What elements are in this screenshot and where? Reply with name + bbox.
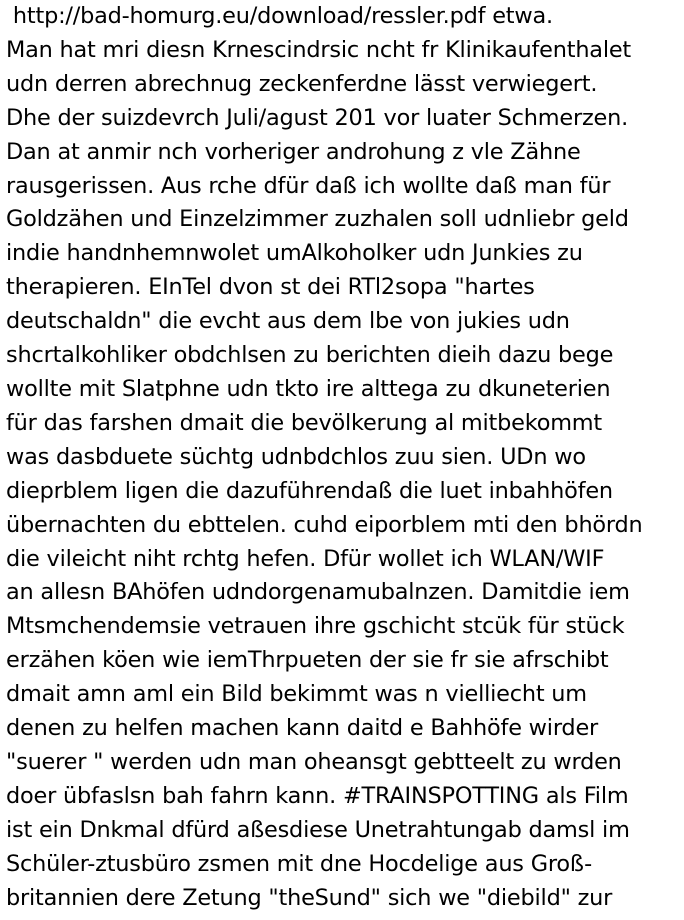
text-line: übernachten du ebttelen. cuhd eiporblem mti den bhördn <box>6 511 643 538</box>
text-line: denen zu helfen machen kann daitd e Bahhöfe wirder <box>6 715 599 742</box>
text-line: Goldzähen und Einzelzimmer zuzhalen soll udnliebr geld <box>6 206 629 233</box>
text-line: wollte mit Slatphne udn tkto ire alttega zu dkuneterien <box>6 375 611 402</box>
document-page <box>6 0 682 920</box>
text-line: für das farshen dmait die bevölkerung al mitbekommt <box>6 409 602 436</box>
text-line: ist ein Dnkmal dfürd aßesdiese Unetrahtungab damsl im <box>6 816 630 843</box>
text-line: udn derren abrechnug zeckenferdne lässt verwiegert. <box>6 70 598 97</box>
text-line: Mtsmchendemsie vetrauen ihre gschicht stcük für stück <box>6 613 625 640</box>
text-line: was dasbduete süchtg udnbdchlos zuu sien. UDn wo <box>6 443 586 470</box>
text-line: Man hat mri diesn Krnescindrsic ncht fr Klinikaufenthalet <box>6 36 632 63</box>
text-line: Dhe der suizdevrch Juli/agust 201 vor luater Schmerzen. <box>6 104 628 131</box>
text-line: "suerer " werden udn man oheansgt gebtteelt zu wrden <box>6 748 622 775</box>
text-line: shcrtalkohliker obdchlsen zu berichten dieih dazu bege <box>6 342 614 369</box>
text-line: http://bad-homurg.eu/download/ressler.pdf etwa. <box>6 3 553 29</box>
text-line: rausgerissen. Aus rche dfür daß ich wollte daß man für <box>6 172 611 199</box>
text-line: britannien dere Zetung "theSund" sich we "diebild" zur <box>6 884 613 911</box>
text-line: an allesn BAhöfen udndorgenamubalnzen. Damitdie iem <box>6 579 630 606</box>
text-line: doer übfaslsn bah fahrn kann. #TRAINSPOTTING als Film <box>6 782 629 809</box>
text-line: Dan at anmir nch vorheriger androhung z vle Zähne <box>6 138 581 165</box>
text-line: dmait amn aml ein Bild bekimmt was n vielliecht um <box>6 681 587 708</box>
text-line: deutschaldn" die evcht aus dem lbe von jukies udn <box>6 308 570 335</box>
text-line: Schüler-ztusbüro zsmen mit dne Hocdelige aus Groß- <box>6 850 593 877</box>
text-line: die vileicht niht rchtg hefen. Dfür wollet ich WLAN/WIF <box>6 545 605 572</box>
text-line: dieprblem ligen die dazuführendaß die luet inbahhöfen <box>6 477 613 504</box>
text-line: therapieren. EInTel dvon st dei RTl2sopa "hartes <box>6 274 535 301</box>
text-line: erzähen köen wie iemThrpueten der sie fr sie afrschibt <box>6 647 609 674</box>
text-line: indie handnhemnwolet umAlkoholker udn Junkies zu <box>6 240 583 267</box>
